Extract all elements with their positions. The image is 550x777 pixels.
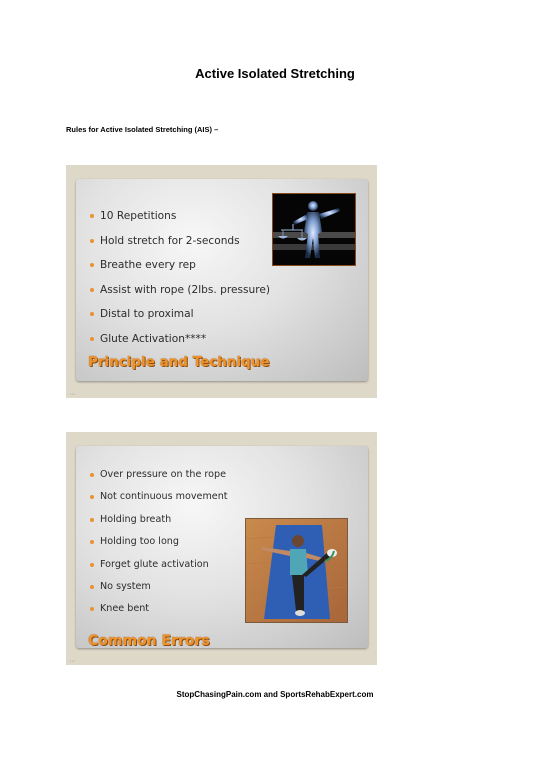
bullet-item: Breathe every rep: [90, 258, 270, 283]
bullet-item: Holding breath: [90, 513, 228, 535]
slide-principle-technique: [66, 165, 377, 398]
slide-heading: Common Errors: [88, 633, 210, 649]
bullet-item: No system: [90, 580, 228, 602]
person-stretching-photo-icon: [245, 518, 348, 623]
bullet-item: Hold stretch for 2-seconds: [90, 234, 270, 259]
slide-canvas: [76, 446, 368, 648]
bullet-item: 10 Repetitions: [90, 209, 270, 234]
bullet-item: Assist with rope (2lbs. pressure): [90, 283, 270, 308]
bullet-item: Glute Activation****: [90, 332, 270, 357]
slide-heading: Principle and Technique: [88, 354, 270, 370]
intro-text: Rules for Active Isolated Stretching (AIS) –: [66, 125, 219, 134]
balance-scale-figure-icon: [272, 193, 356, 266]
slide-canvas: [76, 179, 368, 381]
bullet-item: Over pressure on the rope: [90, 468, 228, 490]
bullet-item: Knee bent: [90, 602, 228, 624]
slide-corner-mark: ▪ ▪ ▪: [70, 392, 75, 396]
bullet-item: Not continuous movement: [90, 490, 228, 512]
footer-text: StopChasingPain.com and SportsRehabExpert.com: [176, 690, 374, 699]
page-title: Active Isolated Stretching: [195, 66, 355, 81]
bullet-item: Forget glute activation: [90, 558, 228, 580]
bullet-list: [90, 209, 270, 357]
slide-common-errors: [66, 432, 377, 665]
bullet-item: Holding too long: [90, 535, 228, 557]
slide-corner-mark: ▪ ▪ ▪: [70, 659, 75, 663]
bullet-item: Distal to proximal: [90, 307, 270, 332]
bullet-list: [90, 468, 228, 625]
